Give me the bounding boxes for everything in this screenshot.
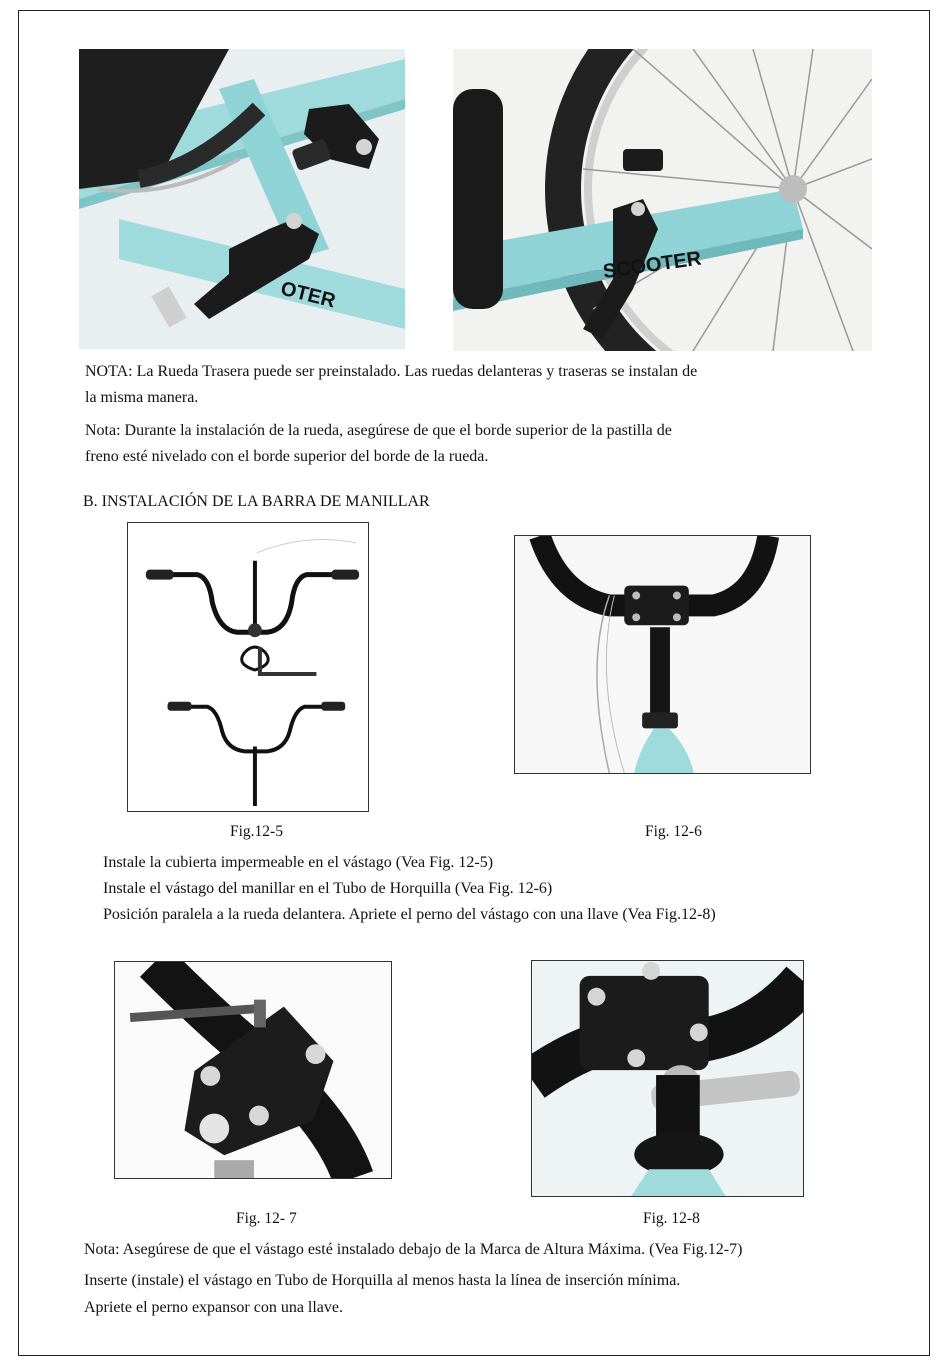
final-note-3: Apriete el perno expansor con una llave. xyxy=(84,1299,344,1316)
final-note-2: Inserte (instale) el vástago en Tubo de Horquilla al menos hasta la línea de inserción mínima. xyxy=(84,1272,681,1289)
photo-fig-12-6 xyxy=(514,535,811,774)
photo-fig-12-8 xyxy=(531,960,804,1197)
instruction-2: Instale el vástago del manillar en el Tubo de Horquilla (Vea Fig. 12-6) xyxy=(103,880,553,897)
instruction-1: Instale la cubierta impermeable en el vástago (Vea Fig. 12-5) xyxy=(103,854,494,871)
nota-brake-line2: freno esté nivelado con el borde superior del borde de la rueda. xyxy=(85,448,489,465)
photo-fig-12-7 xyxy=(114,961,392,1179)
final-note-1: Nota: Asegúrese de que el vástago esté instalado debajo de la Marca de Altura Máxima. (Vea Fig.12-7) xyxy=(84,1241,743,1258)
scooter-decal-text-2: SCOOTER xyxy=(601,247,703,284)
caption-fig-12-5: Fig.12-5 xyxy=(230,823,283,840)
caption-fig-12-7: Fig. 12- 7 xyxy=(236,1210,297,1227)
photo-fig-12-5 xyxy=(127,522,369,812)
scooter-decal-text: OTER xyxy=(278,277,338,313)
caption-fig-12-8: Fig. 12-8 xyxy=(643,1210,700,1227)
caption-fig-12-6: Fig. 12-6 xyxy=(645,823,702,840)
instruction-3: Posición paralela a la rueda delantera. Apriete el perno del vástago con una llave (Vea Fig.12-8) xyxy=(103,906,716,923)
photo-rear-wheel-brake xyxy=(453,49,872,351)
nota-rear-wheel-line1: NOTA: La Rueda Trasera puede ser preinstalado. Las ruedas delanteras y traseras se instalan de xyxy=(85,363,698,380)
nota-rear-wheel-line2: la misma manera. xyxy=(85,389,199,406)
section-b-title: B. INSTALACIÓN DE LA BARRA DE MANILLAR xyxy=(83,493,430,510)
photo-rear-brake-frame xyxy=(79,49,405,349)
nota-brake-line1: Nota: Durante la instalación de la rueda, asegúrese de que el borde superior de la pastilla de xyxy=(85,422,672,439)
